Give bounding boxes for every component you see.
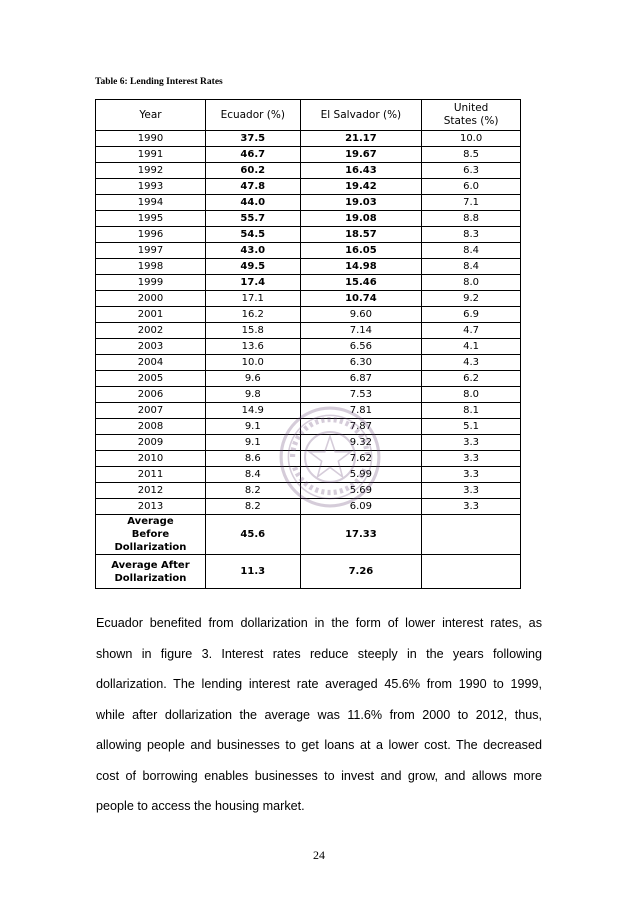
cell-year: 1994 (96, 195, 206, 211)
page-number: 24 (313, 848, 325, 862)
cell-ecuador: 9.8 (205, 387, 300, 403)
table-row (96, 163, 521, 179)
cell-united-states: 8.8 (422, 211, 521, 227)
cell-el-salvador: 6.30 (300, 355, 422, 371)
cell-united-states: 5.1 (422, 419, 521, 435)
table-row (96, 323, 521, 339)
table-row (96, 179, 521, 195)
cell-el-salvador: 7.26 (300, 555, 422, 589)
header-ecuador: Ecuador (%) (205, 100, 300, 131)
cell-united-states: 6.9 (422, 307, 521, 323)
cell-ecuador: 8.6 (205, 451, 300, 467)
cell-el-salvador: 15.46 (300, 275, 422, 291)
cell-year: 2003 (96, 339, 206, 355)
cell-el-salvador: 9.32 (300, 435, 422, 451)
cell-year: 2004 (96, 355, 206, 371)
cell-el-salvador: 16.05 (300, 243, 422, 259)
cell-el-salvador: 5.69 (300, 483, 422, 499)
cell-el-salvador: 19.42 (300, 179, 422, 195)
header-united-states: United States (%) (422, 100, 521, 131)
cell-ecuador: 10.0 (205, 355, 300, 371)
cell-year: 1997 (96, 243, 206, 259)
cell-ecuador: 9.1 (205, 435, 300, 451)
cell-united-states: 4.7 (422, 323, 521, 339)
cell-ecuador: 46.7 (205, 147, 300, 163)
body-paragraph: Ecuador benefited from dollarization in the form of lower interest rates, as shown in figure 3. Interest rates reduce steeply in the years following dollarization. The lending interest rate averaged 45.6% from 1990 to 1999, while after dollarization the average was 11.6% from 2000 to 2012, thus, allowing people and businesses to get loans at a lower cost. The decreased cost of borrowing enables businesses to invest and grow, and allows more people to access the housing market. (96, 616, 542, 813)
cell-el-salvador: 6.56 (300, 339, 422, 355)
cell-ecuador: 17.4 (205, 275, 300, 291)
cell-united-states: 7.1 (422, 195, 521, 211)
cell-ecuador: 11.3 (205, 555, 300, 589)
average-row (96, 555, 521, 589)
table-row (96, 355, 521, 371)
cell-ecuador: 13.6 (205, 339, 300, 355)
table-row (96, 147, 521, 163)
cell-year: 1990 (96, 131, 206, 147)
cell-ecuador: 8.2 (205, 483, 300, 499)
cell-united-states: 8.4 (422, 243, 521, 259)
cell-united-states: 10.0 (422, 131, 521, 147)
cell-year: 2006 (96, 387, 206, 403)
cell-ecuador: 60.2 (205, 163, 300, 179)
cell-ecuador: 15.8 (205, 323, 300, 339)
table-header-row (96, 100, 521, 131)
cell-ecuador: 8.2 (205, 499, 300, 515)
cell-el-salvador: 19.08 (300, 211, 422, 227)
table-row (96, 275, 521, 291)
cell-el-salvador: 7.87 (300, 419, 422, 435)
cell-united-states: 6.2 (422, 371, 521, 387)
cell-el-salvador: 17.33 (300, 515, 422, 555)
cell-el-salvador: 5.99 (300, 467, 422, 483)
cell-ecuador: 54.5 (205, 227, 300, 243)
cell-ecuador: 17.1 (205, 291, 300, 307)
cell-year: 1999 (96, 275, 206, 291)
cell-ecuador: 16.2 (205, 307, 300, 323)
cell-year: 2013 (96, 499, 206, 515)
cell-el-salvador: 19.03 (300, 195, 422, 211)
cell-el-salvador: 6.87 (300, 371, 422, 387)
table-row (96, 387, 521, 403)
cell-year: 2010 (96, 451, 206, 467)
table-row (96, 243, 521, 259)
cell-el-salvador: 6.09 (300, 499, 422, 515)
table-row (96, 371, 521, 387)
cell-el-salvador: 18.57 (300, 227, 422, 243)
cell-year: 2001 (96, 307, 206, 323)
cell-year: 2007 (96, 403, 206, 419)
cell-ecuador: 44.0 (205, 195, 300, 211)
lending-rates-table (95, 99, 521, 589)
cell-el-salvador: 10.74 (300, 291, 422, 307)
cell-year: 1993 (96, 179, 206, 195)
cell-ecuador: 49.5 (205, 259, 300, 275)
cell-year: 1998 (96, 259, 206, 275)
cell-united-states: 6.3 (422, 163, 521, 179)
table-row (96, 227, 521, 243)
cell-el-salvador: 14.98 (300, 259, 422, 275)
cell-united-states: 9.2 (422, 291, 521, 307)
cell-year: 2002 (96, 323, 206, 339)
cell-year: 2000 (96, 291, 206, 307)
table-row (96, 195, 521, 211)
cell-year: 1992 (96, 163, 206, 179)
cell-ecuador: 47.8 (205, 179, 300, 195)
average-row (96, 515, 521, 555)
cell-year: 1996 (96, 227, 206, 243)
cell-united-states: 4.3 (422, 355, 521, 371)
cell-el-salvador: 16.43 (300, 163, 422, 179)
cell-united-states: 3.3 (422, 451, 521, 467)
cell-united-states: 8.3 (422, 227, 521, 243)
table-row (96, 259, 521, 275)
table-row (96, 291, 521, 307)
cell-united-states: 3.3 (422, 435, 521, 451)
cell-united-states: 8.0 (422, 387, 521, 403)
cell-ecuador: 9.1 (205, 419, 300, 435)
university-seal-icon (278, 405, 382, 509)
cell-united-states: 6.0 (422, 179, 521, 195)
cell-year: 1995 (96, 211, 206, 227)
table-row (96, 131, 521, 147)
cell-united-states: 3.3 (422, 483, 521, 499)
cell-ecuador: 37.5 (205, 131, 300, 147)
cell-united-states: 3.3 (422, 467, 521, 483)
cell-year: 2008 (96, 419, 206, 435)
cell-ecuador: 45.6 (205, 515, 300, 555)
cell-year: 2009 (96, 435, 206, 451)
table-caption: Table 6: Lending Interest Rates (95, 77, 223, 87)
cell-el-salvador: 7.53 (300, 387, 422, 403)
cell-united-states: 8.5 (422, 147, 521, 163)
cell-el-salvador: 9.60 (300, 307, 422, 323)
cell-year: 2005 (96, 371, 206, 387)
cell-united-states: 4.1 (422, 339, 521, 355)
cell-united-states: 8.0 (422, 275, 521, 291)
cell-united-states (422, 555, 521, 589)
cell-united-states: 8.4 (422, 259, 521, 275)
cell-el-salvador: 7.14 (300, 323, 422, 339)
cell-ecuador: 43.0 (205, 243, 300, 259)
header-year: Year (96, 100, 206, 131)
cell-united-states: 8.1 (422, 403, 521, 419)
cell-el-salvador: 21.17 (300, 131, 422, 147)
cell-year: 1991 (96, 147, 206, 163)
header-el-salvador: El Salvador (%) (300, 100, 422, 131)
cell-year: 2012 (96, 483, 206, 499)
cell-united-states: 3.3 (422, 499, 521, 515)
cell-year: 2011 (96, 467, 206, 483)
cell-el-salvador: 19.67 (300, 147, 422, 163)
cell-ecuador: 14.9 (205, 403, 300, 419)
table-row (96, 339, 521, 355)
cell-average-label: Average After Dollarization (96, 555, 206, 589)
cell-ecuador: 55.7 (205, 211, 300, 227)
cell-average-label: Average Before Dollarization (96, 515, 206, 555)
table-row (96, 307, 521, 323)
cell-el-salvador: 7.81 (300, 403, 422, 419)
cell-ecuador: 9.6 (205, 371, 300, 387)
cell-united-states (422, 515, 521, 555)
cell-ecuador: 8.4 (205, 467, 300, 483)
table-row (96, 211, 521, 227)
cell-el-salvador: 7.62 (300, 451, 422, 467)
